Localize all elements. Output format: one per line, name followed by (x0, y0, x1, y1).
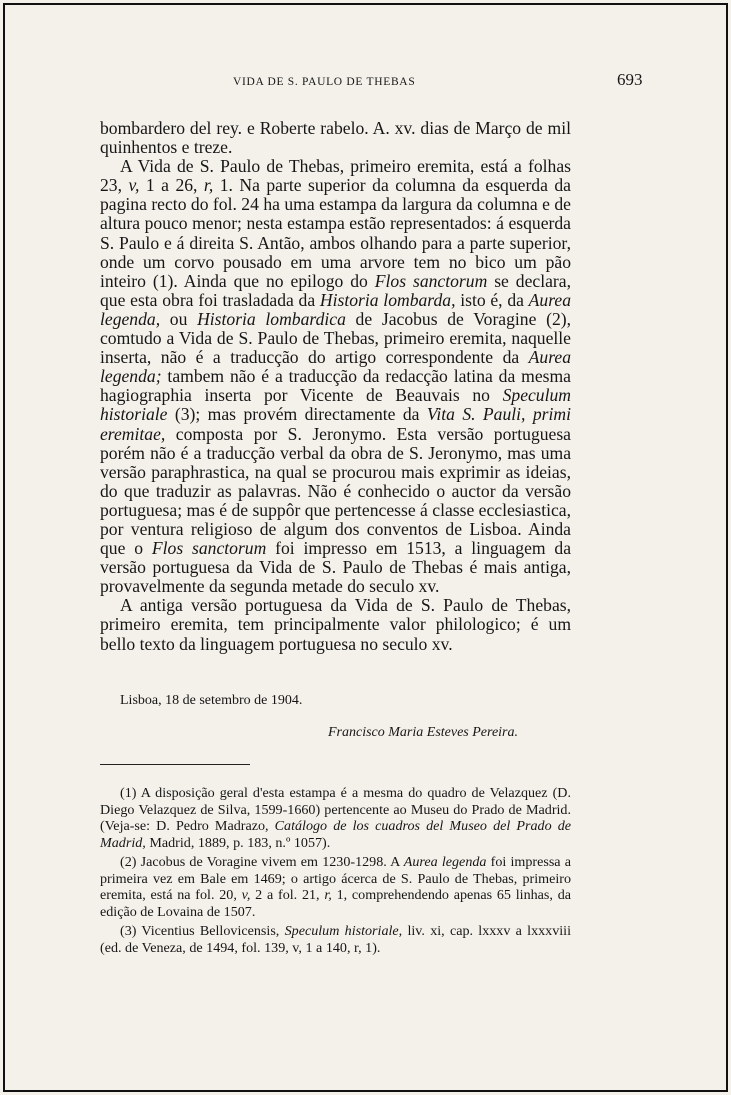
paragraph-2: A antiga versão portuguesa da Vida de S. Paulo de Thebas, primeiro eremita, tem principalmente valor philologico; é um bello texto da linguagem portuguesa no seculo xv. (100, 595, 571, 654)
italic-run: r, (203, 175, 214, 196)
text-run: 1 a 26, (139, 175, 204, 196)
italic-run: Aurea legenda (403, 854, 487, 870)
text-run: (2) Jacobus de Voragine vivem em 1230-1298. A (120, 854, 404, 870)
text-run: se declara, que esta obra foi trasladada da (100, 270, 571, 310)
text-run: foi impressa a primeira vez em Bale em 1469; o artigo ácerca de S. Paulo de Thebas, primeiro eremita, está na fol. 20, (100, 854, 571, 903)
italic-run: Historia lombarda, (319, 289, 456, 310)
italic-run: Speculum historiale, (284, 923, 403, 939)
text-run: ou (160, 308, 198, 329)
italic-run: Aurea legenda; (100, 347, 571, 387)
italic-run: Historia lombardica (197, 308, 346, 329)
italic-run: Flos sanctorum (151, 538, 267, 559)
italic-run: Vita S. Pauli, primi eremitae, (100, 404, 571, 444)
text-run: de Jacobus de Voragine (2), comtudo a Vida de S. Paulo de Thebas, primeiro eremita, naquelle inserta, não é a traducção do artigo correspondente da (100, 308, 571, 368)
running-head: VIDA DE S. PAULO DE THEBAS (233, 76, 416, 88)
italic-run: r, (324, 887, 332, 903)
paragraph-continuation: bombardero del rey. e Roberte rabelo. A. xv. dias de Março de mil quinhentos e treze. (100, 118, 571, 158)
text-run: (1) A disposição geral d'esta estampa é a mesma do quadro de Velazquez (D. Diego Velazquez de Silva, 1599-1660) pertencente ao Museu do Prado de Madrid. (Veja-se: D. Pedro Madrazo, (100, 785, 571, 834)
footnote-rule (100, 764, 250, 765)
italic-run: Catálogo de los cuadros del Museo del Prado de Madrid, (100, 818, 572, 851)
text-run: composta por S. Jeronymo. Esta versão portuguesa porém não é a traducção verbal da obra de S. Jeronymo, mas uma versão paraphrastica, na qual se procurou mais exprimir as ideias, do que traduzir as palavras. Não é conhecido o auctor da versão portuguesa; mas é de suppôr que pertencesse á classe ecclesiastica, por ventura religioso de algum dos conventos de Lisboa. Ainda que o (100, 423, 571, 559)
text-run: 1, comprehendendo apenas 65 linhas, da edição de Lovaina de 1507. (100, 887, 572, 920)
italic-run: v, (128, 175, 140, 196)
text-run: Madrid, 1889, p. 183, n.º 1057). (145, 834, 331, 851)
text-run: tambem não é a traducção da redacção latina da mesma hagiographia inserta por Vicente de Beauvais no (100, 366, 571, 406)
italic-run: Flos sanctorum (374, 270, 488, 291)
italic-run: Aurea legenda, (100, 289, 572, 329)
italic-run: v, (241, 887, 251, 903)
date-line: Lisboa, 18 de setembro de 1904. (120, 693, 303, 708)
text-run: liv. xi, cap. lxxxv a lxxxviii (ed. de Veneza, de 1494, fol. 139, v, 1 a 140, r, 1). (100, 923, 572, 956)
author-signature: Francisco Maria Esteves Pereira. (328, 725, 518, 740)
text-run: A Vida de S. Paulo de Thebas, primeiro eremita, está a folhas 23, (100, 156, 571, 196)
page-number: 693 (617, 70, 643, 89)
text-run: 1. Na parte superior da columna da esquerda da pagina recto do fol. 24 ha uma estampa da largura da columna e de altura pouco menor; nesta estampa estão representados: á esquerda S. Paulo e á direita S. Antão, ambos olhando para a parte superior, onde um corvo pousado em uma arvore tem no bico um pão inteiro (1). Ainda que no epilogo do (100, 175, 571, 291)
text-run: (3); mas provém directamente da (167, 404, 427, 425)
text-run: 2 a fol. 21, (250, 887, 325, 903)
footnote-3 (100, 923, 571, 956)
text-run: isto é, da (455, 289, 529, 310)
text-run: foi impresso em 1513, a linguagem da versão portuguesa da Vida de S. Paulo de Thebas é mais antiga, provavelmente da segunda metade do seculo xv. (100, 538, 572, 597)
italic-run: Speculum historiale (100, 385, 571, 425)
footnote-1 (100, 785, 571, 851)
main-text (100, 119, 571, 654)
paragraph-1 (100, 157, 571, 596)
footnotes (100, 785, 571, 959)
footnote-2 (100, 854, 571, 920)
text-run: (3) Vicentius Bellovicensis, (120, 923, 285, 939)
